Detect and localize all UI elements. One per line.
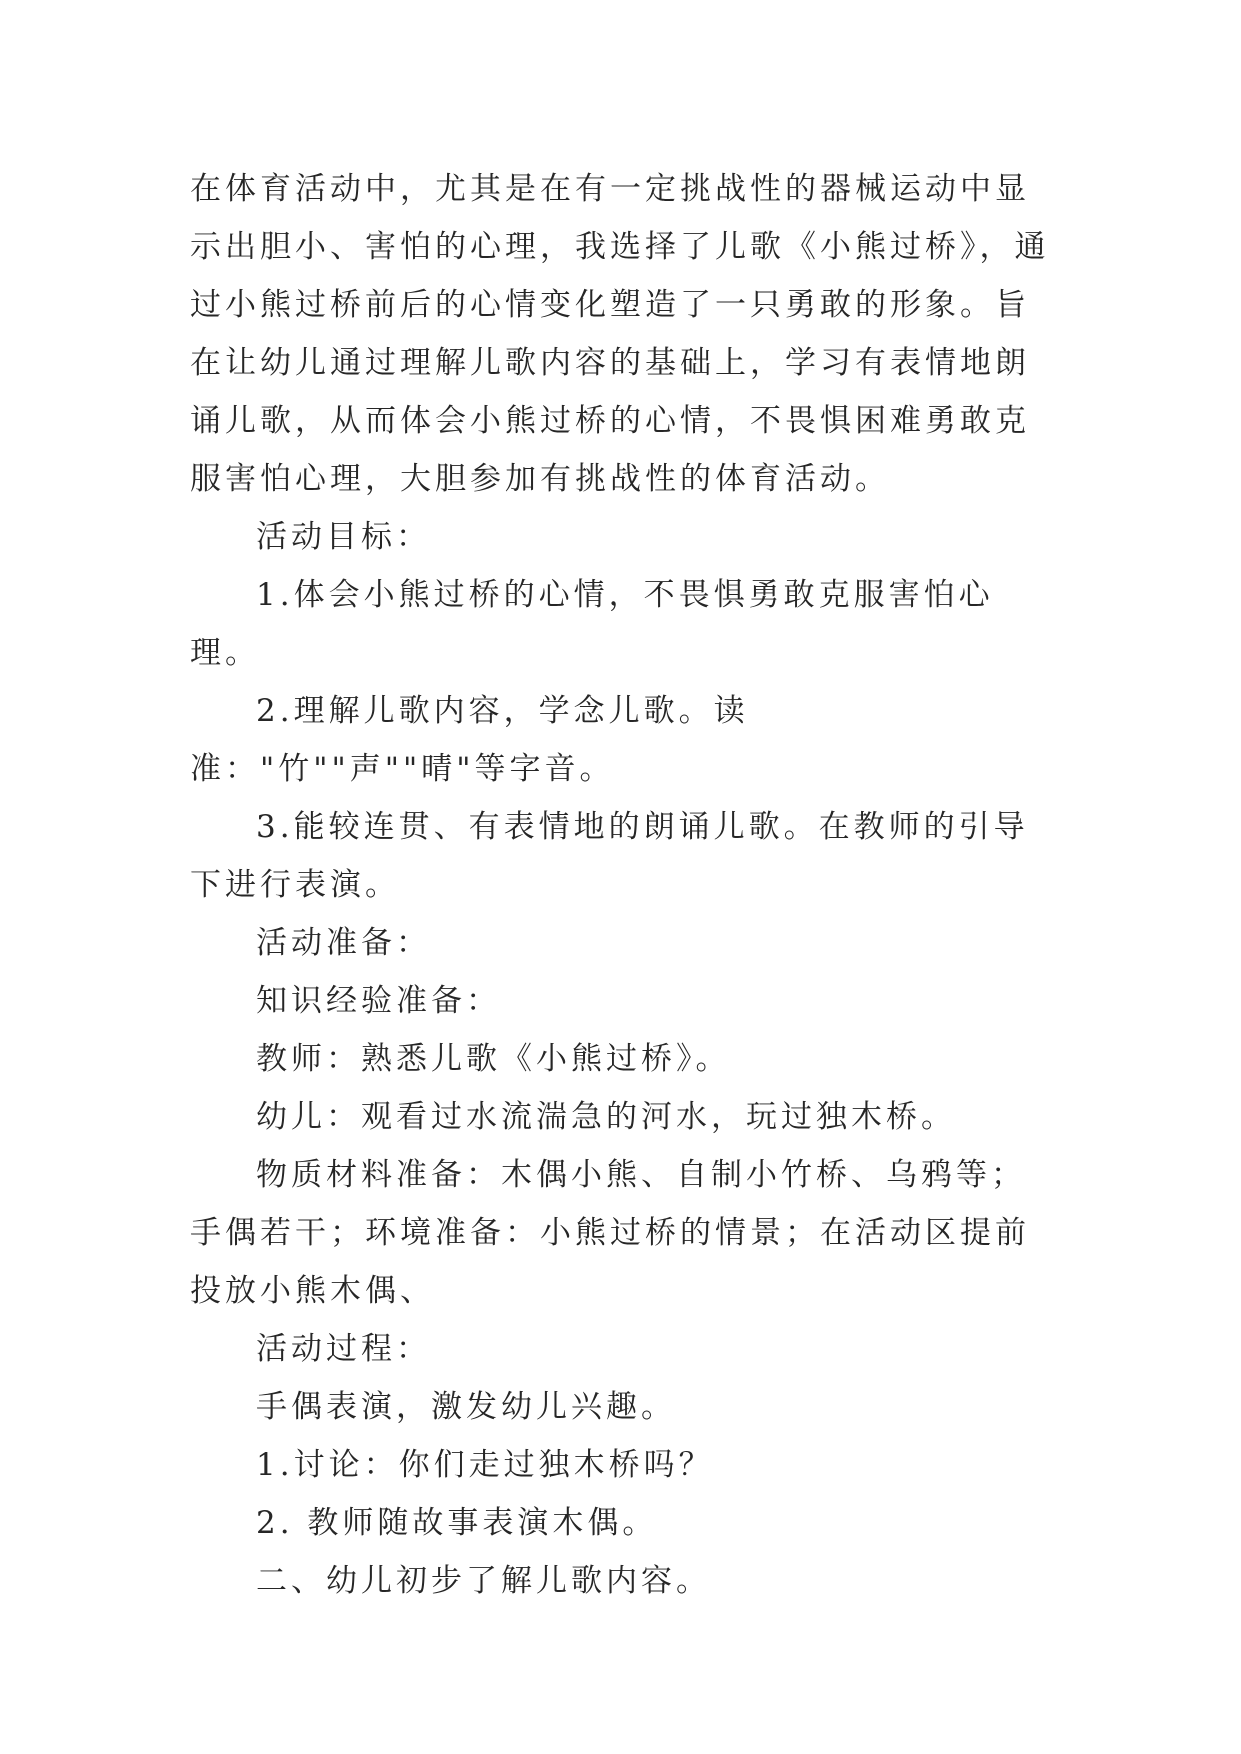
intro-paragraph: 在体育活动中，尤其是在有一定挑战性的器械运动中显示出胆小、害怕的心理，我选择了儿歌《小熊过桥》，通过小熊过桥前后的心情变化塑造了一只勇敢的形象。旨在让幼儿通过理解儿歌内容的基础上，学习有表情地朗诵儿歌，从而体会小熊过桥的心情，不畏惧困难勇敢克服害怕心理，大胆参加有挑战性的体育活动。 <box>190 171 1050 497</box>
document-body <box>190 160 1060 1610</box>
goal-item-2: 2.理解儿歌内容，学念儿歌。读准："竹""声""晴"等字音。 <box>190 693 749 787</box>
goal-item-3: 3.能较连贯、有表情地的朗诵儿歌。在教师的引导下进行表演。 <box>190 809 1029 903</box>
goal-item-1: 1.体会小熊过桥的心情，不畏惧勇敢克服害怕心理。 <box>190 577 994 671</box>
child-preparation: 幼儿：观看过水流湍急的河水，玩过独木桥。 <box>256 1099 956 1135</box>
heading-activity-preparation: 活动准备： <box>256 925 431 961</box>
materials-preparation: 物质材料准备：木偶小熊、自制小竹桥、乌鸦等；手偶若干；环境准备：小熊过桥的情景；在活动区提前投放小熊木偶、 <box>190 1157 1030 1309</box>
process-section-2: 二、幼儿初步了解儿歌内容。 <box>256 1563 711 1599</box>
heading-knowledge-preparation: 知识经验准备： <box>256 983 501 1019</box>
process-intro: 手偶表演，激发幼儿兴趣。 <box>256 1389 676 1425</box>
heading-activity-goals: 活动目标： <box>256 519 431 555</box>
heading-activity-process: 活动过程： <box>256 1331 431 1367</box>
process-item-1: 1.讨论：你们走过独木桥吗？ <box>256 1447 714 1483</box>
process-item-2: 2. 教师随故事表演木偶。 <box>256 1505 658 1541</box>
teacher-preparation: 教师：熟悉儿歌《小熊过桥》。 <box>256 1041 731 1077</box>
